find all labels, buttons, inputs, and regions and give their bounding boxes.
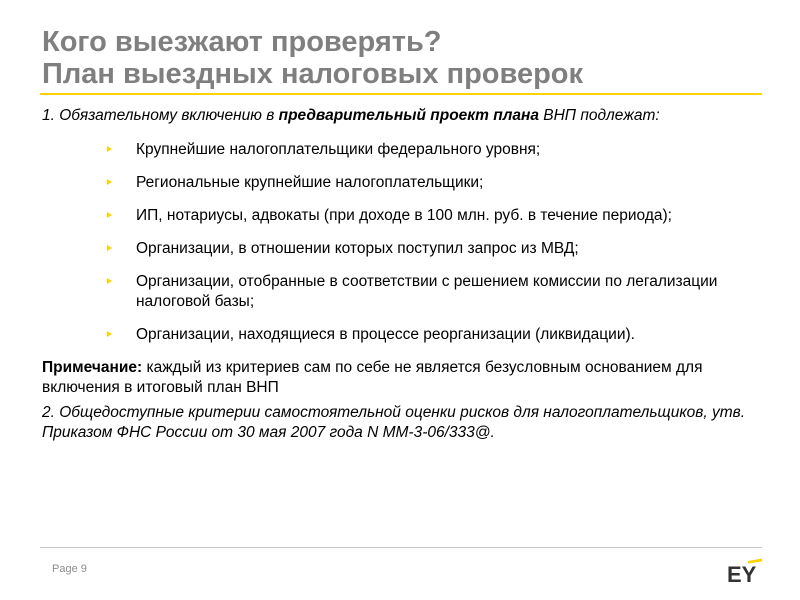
triangle-bullet-icon [107,331,112,337]
intro-paragraph [42,106,767,126]
list-item [106,206,767,226]
slide-title-line-2: План выездных налоговых проверок [42,58,584,90]
page-number: Page 9 [52,563,87,575]
list-item [106,173,767,193]
note-label: Примечание: [42,359,143,376]
triangle-bullet-icon [107,245,112,251]
ey-logo-text: EY [727,562,757,584]
slide-body [42,106,767,443]
list-item [106,325,767,345]
list-item-text: ИП, нотариусы, адвокаты (при доходе в 100 млн. руб. в течение периода); [136,207,672,224]
criteria-bullet-list [42,140,767,345]
list-item-text: Организации, находящиеся в процессе реорганизации (ликвидации). [136,326,635,343]
list-item-text: Региональные крупнейшие налогоплательщики; [136,174,484,191]
slide-title-line-1: Кого выезжают проверять? [42,26,442,58]
list-item-text: Организации, в отношении которых поступил запрос из МВД; [136,240,579,257]
note-text: каждый из критериев сам по себе не является безусловным основанием для включения в итоговый план ВНП [42,359,703,396]
intro-emphasis: предварительный проект плана [278,107,539,124]
list-item [106,239,767,259]
triangle-bullet-icon [107,212,112,218]
note-paragraph [42,358,767,398]
list-item-text: Крупнейшие налогоплательщики федерального уровня; [136,141,541,158]
triangle-bullet-icon [107,179,112,185]
title-divider [40,93,762,95]
triangle-bullet-icon [107,278,112,284]
ey-logo [726,558,762,584]
criteria-paragraph: 2. Общедоступные критерии самостоятельной оценки рисков для налогоплательщиков, утв. Приказом ФНС России от 30 мая 2007 года N ММ-3-06/333@. [42,404,746,441]
intro-suffix: ВНП подлежат: [538,107,660,124]
footer-divider [40,547,762,548]
slide-title [42,26,772,90]
triangle-bullet-icon [107,146,112,152]
list-item [106,140,767,160]
intro-prefix: 1. Обязательному включению в [42,107,279,124]
list-item-text: Организации, отобранные в соответствии с решением комиссии по легализации налоговой базы; [136,273,718,310]
list-item [106,272,767,312]
